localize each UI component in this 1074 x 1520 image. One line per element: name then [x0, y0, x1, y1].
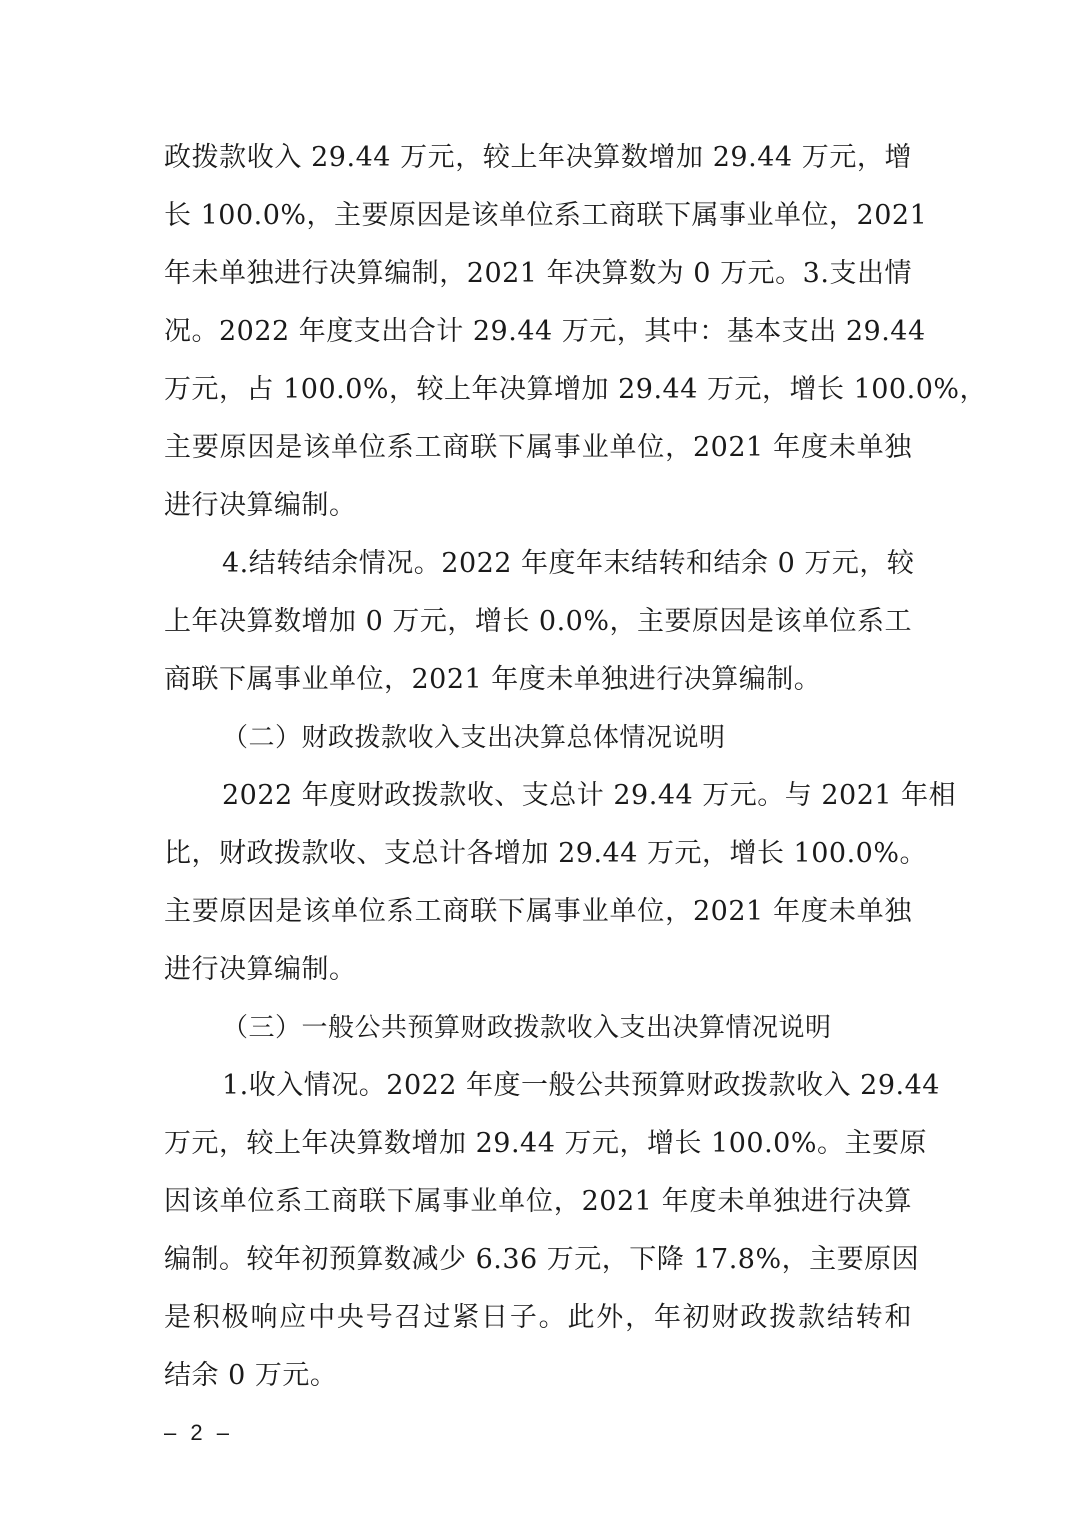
section-heading-three	[164, 1003, 912, 1061]
text-line: 主要原因是该单位系工商联下属事业单位，2021 年度未单独	[164, 432, 912, 463]
page-number: – 2 –	[164, 1420, 233, 1445]
text-line: 政拨款收入 29.44 万元，较上年决算数增加 29.44 万元，增	[164, 142, 912, 173]
heading-text: （二）财政拨款收入支出决算总体情况说明	[222, 723, 726, 753]
text-line: 主要原因是该单位系工商联下属事业单位，2021 年度未单独	[164, 896, 912, 927]
text-line: 万元，较上年决算数增加 29.44 万元，增长 100.0%。主要原	[164, 1128, 927, 1159]
text-line: 长 100.0%，主要原因是该单位系工商联下属事业单位，2021	[164, 200, 928, 231]
paragraph-general-budget-income	[164, 1061, 940, 1409]
text-line: 上年决算数增加 0 万元，增长 0.0%，主要原因是该单位系工	[164, 606, 913, 637]
text-line: 比，财政拨款收、支总计各增加 29.44 万元，增长 100.0%。	[164, 838, 927, 869]
text-line: 年未单独进行决算编制，2021 年决算数为 0 万元。3.支出情	[164, 258, 912, 289]
text-line: 1.收入情况。2022 年度一般公共预算财政拨款收入 29.44	[222, 1070, 940, 1101]
text-line: 商联下属事业单位，2021 年度未单独进行决算编制。	[164, 664, 822, 695]
text-line: 进行决算编制。	[164, 490, 357, 521]
text-line: 是积极响应中央号召过紧日子。此外，年初财政拨款结转和	[164, 1302, 912, 1333]
document-body	[164, 133, 988, 1409]
text-line: 结余 0 万元。	[164, 1360, 338, 1391]
text-line: 因该单位系工商联下属事业单位，2021 年度未单独进行决算	[164, 1186, 912, 1217]
text-line: 万元，占 100.0%，较上年决算增加 29.44 万元，增长 100.0%，	[164, 374, 988, 405]
paragraph-income-expense-continued	[164, 133, 988, 539]
paragraph-carryover-balance	[164, 539, 915, 713]
section-heading-two	[164, 713, 912, 771]
text-line: 2022 年度财政拨款收、支总计 29.44 万元。与 2021 年相	[222, 780, 957, 811]
text-line: 况。2022 年度支出合计 29.44 万元，其中：基本支出 29.44	[164, 316, 926, 347]
paragraph-fiscal-appropriation-summary	[164, 771, 957, 1003]
heading-text: （三）一般公共预算财政拨款收入支出决算情况说明	[222, 1013, 832, 1043]
text-line: 编制。较年初预算数减少 6.36 万元，下降 17.8%，主要原因	[164, 1244, 920, 1275]
text-line: 4.结转结余情况。2022 年度年末结转和结余 0 万元，较	[222, 548, 915, 579]
text-line: 进行决算编制。	[164, 954, 357, 985]
